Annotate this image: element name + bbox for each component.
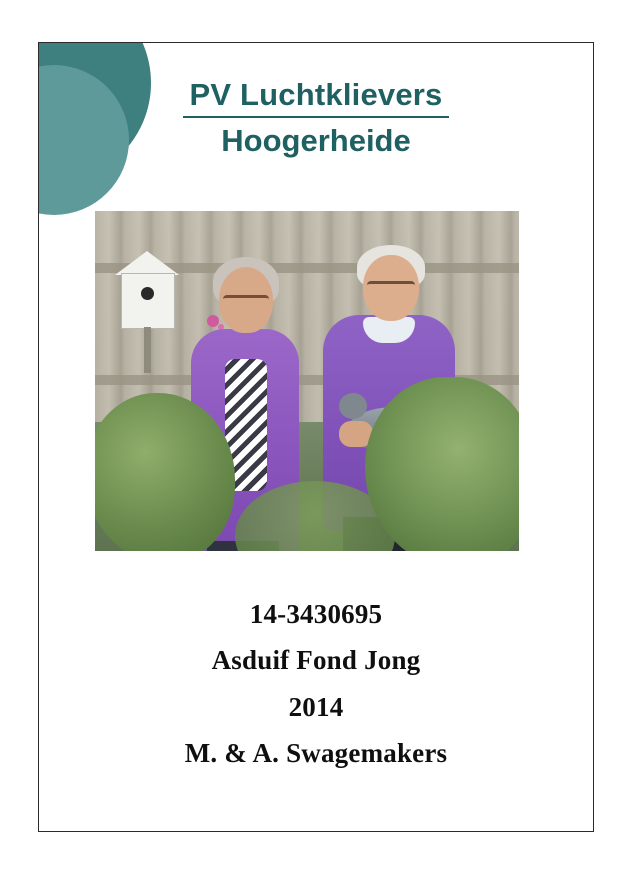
pigeon-ring-number: 14-3430695 [249, 599, 383, 629]
birdhouse-roof-icon [115, 251, 179, 275]
man-glasses-icon [367, 281, 415, 295]
pigeon-head-icon [339, 393, 367, 419]
certificate-frame [38, 42, 594, 832]
owner-name: M. & A. Swagemakers [184, 738, 448, 769]
shrub-right-icon [365, 377, 519, 551]
birdhouse-hole-icon [141, 287, 154, 300]
flower-icon [207, 315, 219, 327]
club-name-line-1: PV Luchtklievers [183, 77, 448, 118]
award-photo [95, 211, 519, 551]
caption-block [39, 591, 593, 777]
award-title: Asduif Fond Jong [211, 645, 421, 676]
award-year: 2014 [288, 691, 344, 722]
birdhouse-body-icon [121, 273, 175, 329]
photo-scene-icon [95, 211, 519, 551]
club-name-line-2: Hoogerheide [221, 122, 411, 158]
birdhouse-post-icon [144, 327, 151, 373]
woman-glasses-icon [223, 295, 269, 308]
certificate-header [39, 77, 593, 159]
